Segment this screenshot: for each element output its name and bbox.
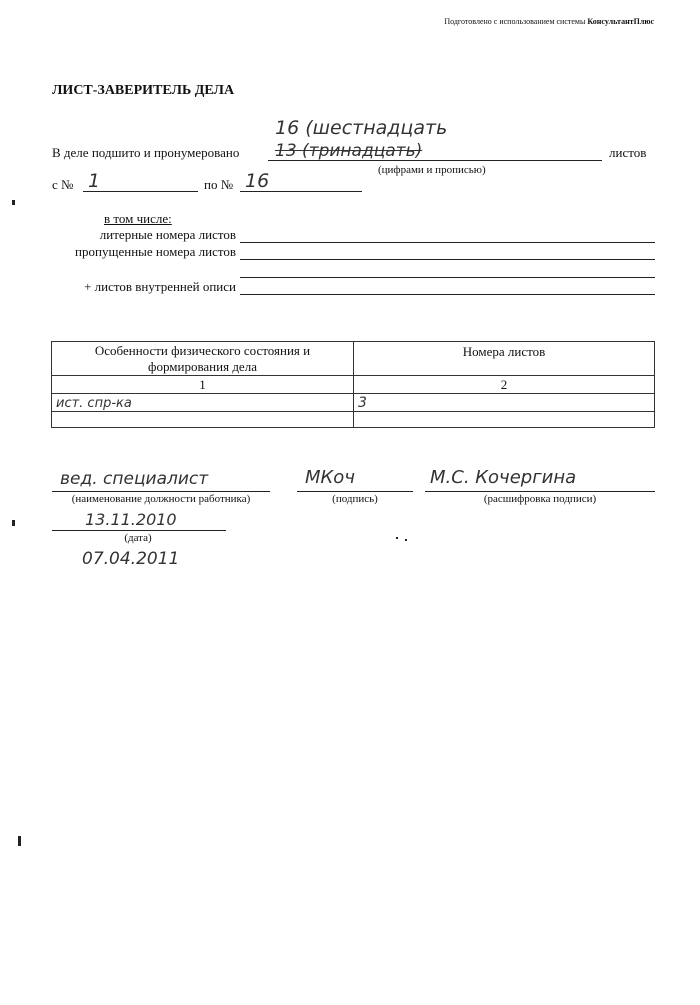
range-to-value: 16 (245, 170, 270, 192)
inner-inventory-label: + листов внутренней описи (84, 279, 236, 294)
sheets-hint: (цифрами и прописью) (378, 164, 486, 176)
table-row-1-condition (52, 394, 354, 412)
table-row-2-condition (52, 412, 354, 428)
scan-speck (396, 537, 398, 539)
signature-decode-hint: (расшифровка подписи) (483, 493, 597, 505)
range-from-line (83, 191, 198, 192)
table-row-2-sheets (354, 412, 655, 428)
table-header-condition: Особенности физического состояния и формирования дела (52, 342, 354, 376)
date-line (52, 530, 226, 531)
including-label: в том числе: (104, 211, 172, 226)
position-line (52, 491, 270, 492)
missing-pages-line (240, 259, 655, 260)
table-row-1-sheets (354, 394, 655, 412)
prepared-prefix: Подготовлено с использованием системы (444, 17, 586, 26)
position-hint: (наименование должности работника) (71, 493, 251, 505)
signature-decode-line (425, 491, 655, 492)
table-row-1-sheets-text: 3 (358, 394, 367, 411)
missing-pages-line-2 (240, 277, 655, 278)
signature-line (297, 491, 413, 492)
prepared-brand: КонсультантПлюс (587, 17, 654, 26)
table-row-1-condition-text: ист. спр-ка (56, 395, 132, 411)
date-value: 13.11.2010 (85, 510, 177, 529)
scan-speck (405, 539, 407, 541)
prepared-note (444, 17, 654, 26)
inner-inventory-line (240, 294, 655, 295)
extra-date-value: 07.04.2011 (82, 549, 180, 569)
range-from-label: с № (52, 177, 74, 192)
letter-pages-label: литерные номера листов (99, 227, 236, 242)
sheets-handwritten-old: 13 (тринадцать) (275, 141, 423, 161)
scan-speck (18, 836, 21, 846)
date-hint: (дата) (124, 532, 152, 544)
sheets-label: В деле подшито и пронумеровано (52, 145, 240, 160)
page-title: ЛИСТ-ЗАВЕРИТЕЛЬ ДЕЛА (52, 83, 235, 98)
position-value: вед. специалист (60, 469, 209, 489)
scan-speck (12, 200, 15, 205)
table-header-sheet-numbers: Номера листов (354, 342, 655, 376)
sheets-handwritten-new: 16 (шестнадцать (275, 117, 448, 139)
signature-decode-value: М.С. Кочергина (430, 467, 577, 488)
signature-hint: (подпись) (332, 493, 378, 505)
scan-speck (12, 520, 15, 526)
range-from-value: 1 (88, 170, 101, 192)
table-col-number-1: 1 (52, 376, 354, 394)
signature-value: МКоч (305, 467, 355, 488)
missing-pages-label: пропущенные номера листов (75, 244, 236, 259)
range-to-label: по № (204, 177, 234, 192)
sheets-suffix: листов (609, 145, 647, 160)
condition-table (51, 341, 655, 428)
letter-pages-line (240, 242, 655, 243)
table-col-number-2: 2 (354, 376, 655, 394)
